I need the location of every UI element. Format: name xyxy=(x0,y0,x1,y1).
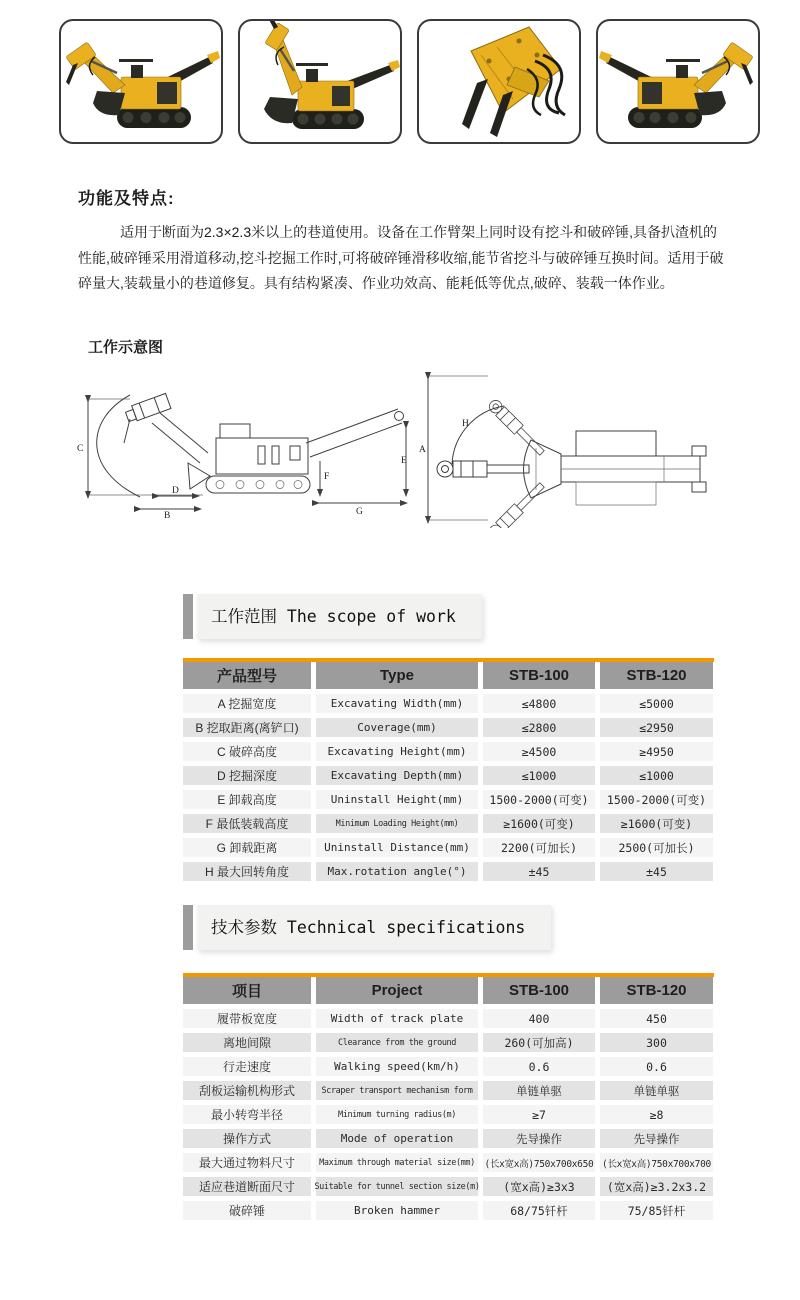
table-cell: A 挖掘宽度 xyxy=(183,694,311,713)
table-cell: Minimum Loading Height(mm) xyxy=(316,814,478,833)
table-cell: ≥7 xyxy=(483,1105,595,1124)
machine-arm-raised-icon xyxy=(240,21,400,142)
scope-of-work-section xyxy=(183,594,714,881)
table-cell: ±45 xyxy=(483,862,595,881)
table-cell: Uninstall Distance(mm) xyxy=(316,838,478,857)
table-cell: 1500-2000(可变) xyxy=(600,790,713,809)
table-cell: ≤2800 xyxy=(483,718,595,737)
features-heading: 功能及特点: xyxy=(78,189,175,208)
table-cell: ≤2950 xyxy=(600,718,713,737)
table-cell: ≤1000 xyxy=(600,766,713,785)
table-header-cell: 产品型号 xyxy=(183,662,311,689)
table-cell: 适应巷道断面尺寸 xyxy=(183,1177,311,1196)
table-cell: 最大通过物料尺寸 xyxy=(183,1153,311,1172)
table-cell: 75/85钎杆 xyxy=(600,1201,713,1220)
table-cell: 刮板运输机构形式 xyxy=(183,1081,311,1100)
table-cell: Mode of operation xyxy=(316,1129,478,1148)
table-header-cell: Project xyxy=(316,977,478,1004)
diagram-heading: 工作示意图 xyxy=(88,339,164,356)
side-view-diagram xyxy=(68,383,413,518)
table-cell: 履带板宽度 xyxy=(183,1009,311,1028)
table-cell: 400 xyxy=(483,1009,595,1028)
table-cell: 2500(可加长) xyxy=(600,838,713,857)
table-cell: 行走速度 xyxy=(183,1057,311,1076)
table-cell: ≥1600(可变) xyxy=(600,814,713,833)
table-cell: 离地间隙 xyxy=(183,1033,311,1052)
table-header-cell: STB-100 xyxy=(483,977,595,1004)
specs-section-title: 技术参数 Technical specifications xyxy=(197,905,551,950)
features-paragraph: 适用于断面为2.3×2.3米以上的巷道使用。设备在工作臂架上同时设有挖斗和破碎锤,具备扒渣机的性能,破碎锤采用滑道移动,挖斗挖掘工作时,可将破碎锤滑移收缩,能节省挖斗与破碎锤互换时间。适用于破碎量大,装载量小的巷道修复。具有结构紧凑、作业功效高、能耗低等优点,破碎、装载一体作业。 xyxy=(78,224,724,291)
table-cell: ≥8 xyxy=(600,1105,713,1124)
table-cell: ≤1000 xyxy=(483,766,595,785)
table-header-cell: STB-120 xyxy=(600,977,713,1004)
scope-table xyxy=(183,662,714,881)
table-header-cell: 项目 xyxy=(183,977,311,1004)
dim-label-f: F xyxy=(324,472,330,482)
top-view-diagram xyxy=(418,368,718,528)
product-photo-4 xyxy=(596,19,760,144)
table-cell: G 卸载距离 xyxy=(183,838,311,857)
table-cell: Excavating Depth(mm) xyxy=(316,766,478,785)
table-cell: B 挖取距离(离铲口) xyxy=(183,718,311,737)
table-cell: 0.6 xyxy=(600,1057,713,1076)
table-cell: Uninstall Height(mm) xyxy=(316,790,478,809)
table-cell: H 最大回转角度 xyxy=(183,862,311,881)
table-cell: Walking speed(km/h) xyxy=(316,1057,478,1076)
table-cell: D 挖掘深度 xyxy=(183,766,311,785)
specs-section-heading xyxy=(183,905,551,950)
table-header-cell: STB-120 xyxy=(600,662,713,689)
heading-accent-bar xyxy=(183,905,193,950)
dim-label-g: G xyxy=(356,507,363,517)
table-cell: 破碎锤 xyxy=(183,1201,311,1220)
table-cell: Broken hammer xyxy=(316,1201,478,1220)
table-header-cell: STB-100 xyxy=(483,662,595,689)
table-cell: ±45 xyxy=(600,862,713,881)
scope-section-title: 工作范围 The scope of work xyxy=(197,594,482,639)
table-cell: 0.6 xyxy=(483,1057,595,1076)
table-cell: 最小转弯半径 xyxy=(183,1105,311,1124)
table-cell: ≥1600(可变) xyxy=(483,814,595,833)
table-cell: (宽x高)≥3.2x3.2 xyxy=(600,1177,713,1196)
table-cell: 先导操作 xyxy=(483,1129,595,1148)
table-cell: (长x宽x高)750x700x650 xyxy=(483,1153,595,1172)
table-cell: 操作方式 xyxy=(183,1129,311,1148)
table-cell: 1500-2000(可变) xyxy=(483,790,595,809)
table-cell: Coverage(mm) xyxy=(316,718,478,737)
table-cell: ≥4500 xyxy=(483,742,595,761)
scope-section-heading xyxy=(183,594,482,639)
table-cell: Clearance from the ground xyxy=(316,1033,478,1052)
product-photo-gallery xyxy=(59,19,760,144)
table-cell: ≥4950 xyxy=(600,742,713,761)
table-header-cell: Type xyxy=(316,662,478,689)
table-cell: 450 xyxy=(600,1009,713,1028)
table-cell: 单链单驱 xyxy=(483,1081,595,1100)
dim-label-b: B xyxy=(164,511,171,518)
table-cell: Suitable for tunnel section size(m) xyxy=(316,1177,478,1196)
breaker-attachment-icon xyxy=(419,21,579,142)
table-cell: Minimum turning radius(m) xyxy=(316,1105,478,1124)
table-cell: F 最低装载高度 xyxy=(183,814,311,833)
table-cell: Max.rotation angle(°) xyxy=(316,862,478,881)
table-cell: (宽x高)≥3x3 xyxy=(483,1177,595,1196)
machine-side-left-icon xyxy=(61,21,221,142)
product-photo-3 xyxy=(417,19,581,144)
table-cell: Scraper transport mechanism form xyxy=(316,1081,478,1100)
table-cell: Excavating Width(mm) xyxy=(316,694,478,713)
table-cell: 68/75钎杆 xyxy=(483,1201,595,1220)
table-cell: (长x宽x高)750x700x700 xyxy=(600,1153,713,1172)
technical-specs-section xyxy=(183,905,714,1220)
table-cell: 260(可加高) xyxy=(483,1033,595,1052)
product-photo-2 xyxy=(238,19,402,144)
table-cell: Excavating Height(mm) xyxy=(316,742,478,761)
dim-label-h: H xyxy=(462,419,469,429)
table-cell: 先导操作 xyxy=(600,1129,713,1148)
dim-label-c: C xyxy=(77,444,84,454)
table-cell: ≤4800 xyxy=(483,694,595,713)
machine-side-right-icon xyxy=(598,21,758,142)
specs-table xyxy=(183,977,714,1220)
dim-label-a: A xyxy=(419,445,426,455)
table-cell: Width of track plate xyxy=(316,1009,478,1028)
table-cell: Maximum through material size(mm) xyxy=(316,1153,478,1172)
dim-label-e: E xyxy=(401,456,407,466)
table-cell: ≤5000 xyxy=(600,694,713,713)
table-cell: E 卸载高度 xyxy=(183,790,311,809)
heading-accent-bar xyxy=(183,594,193,639)
product-photo-1 xyxy=(59,19,223,144)
dim-label-d: D xyxy=(172,486,179,496)
table-cell: 2200(可加长) xyxy=(483,838,595,857)
table-cell: 300 xyxy=(600,1033,713,1052)
table-cell: 单链单驱 xyxy=(600,1081,713,1100)
table-cell: C 破碎高度 xyxy=(183,742,311,761)
